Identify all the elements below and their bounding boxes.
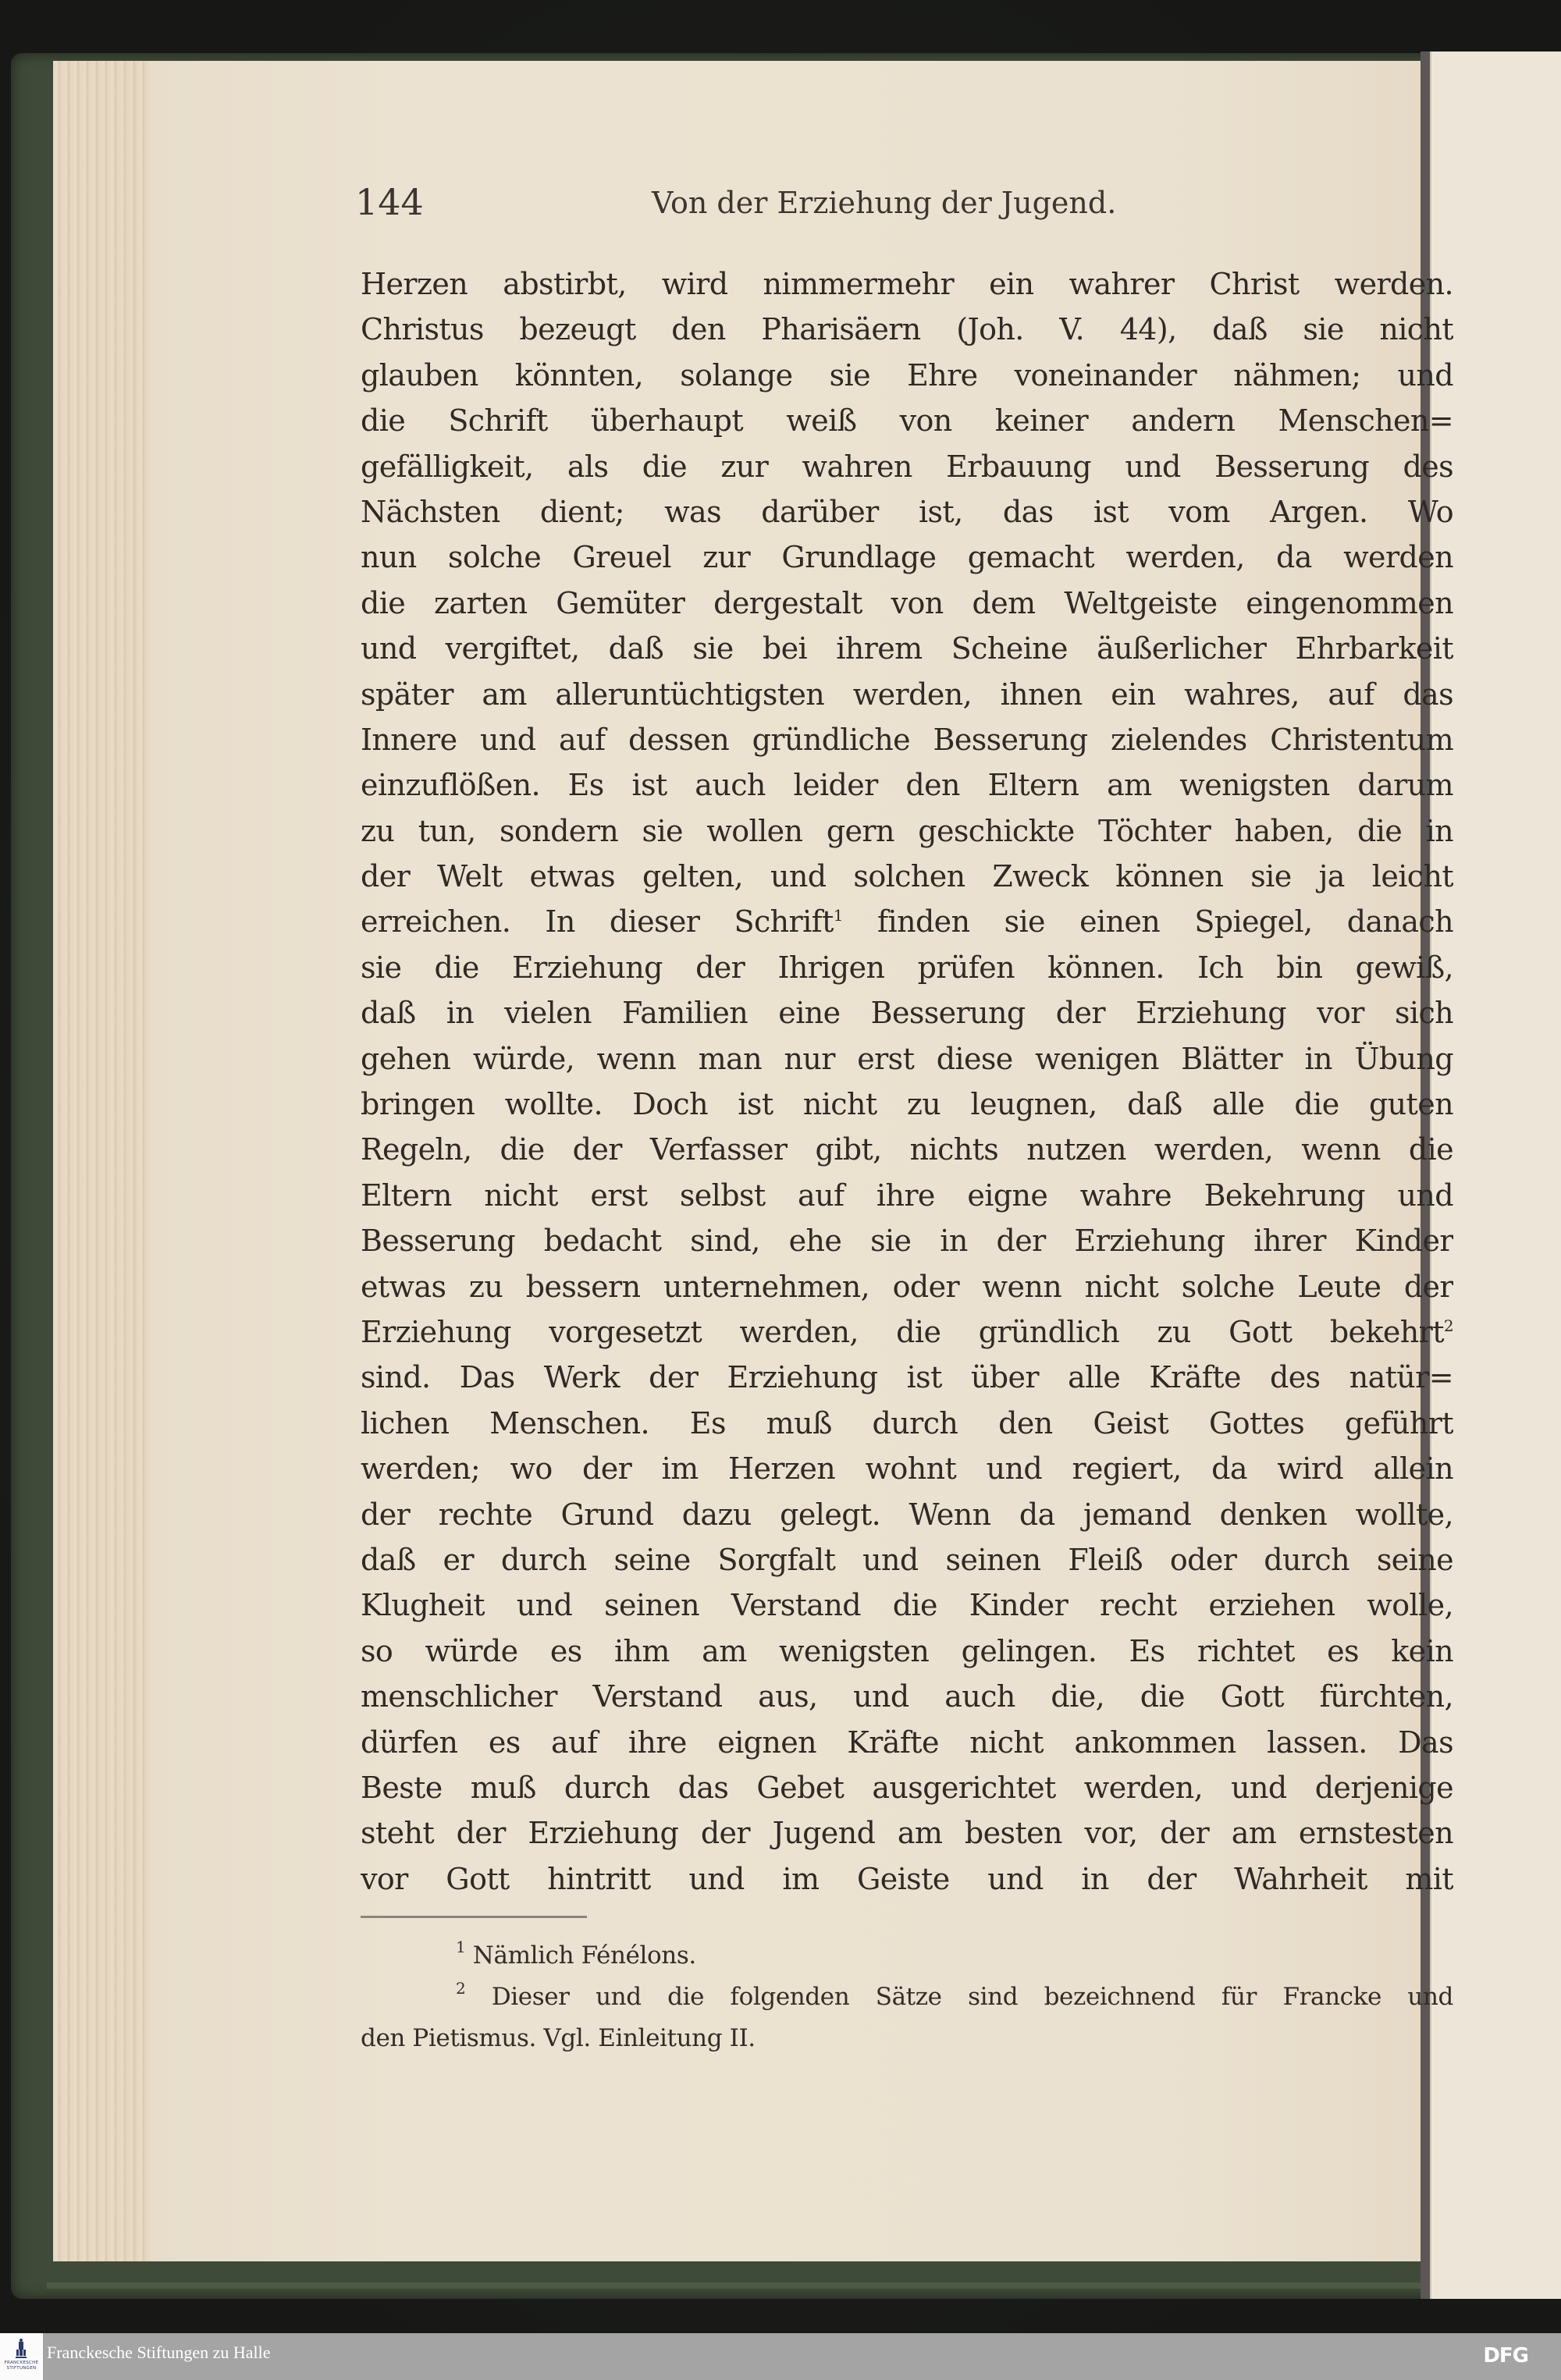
text-line: Innere und auf dessen gründliche Besserung zielendes Christentum bbox=[361, 722, 1453, 757]
text-line: glauben könnten, solange sie Ehre voneinander nähmen; und bbox=[361, 357, 1453, 393]
logo-label: FRANCKESCHE STIFTUNGEN bbox=[4, 2360, 39, 2371]
text-line: dürfen es auf ihre eignen Kräfte nicht ankommen lassen. Das bbox=[361, 1725, 1453, 1760]
text-line: daß in vielen Familien eine Besserung der Erziehung vor sich bbox=[361, 996, 1453, 1031]
footnote-2-continuation: den Pietismus. Vgl. Einleitung II. bbox=[361, 2024, 756, 2052]
page-edges-stack bbox=[53, 61, 151, 2261]
text-line: die Schrift überhaupt weiß von keiner andern Menschen= bbox=[361, 403, 1453, 439]
dfg-logo[interactable]: DFG bbox=[1483, 2344, 1528, 2368]
footnote-reference: 2 bbox=[1443, 1316, 1453, 1335]
text-line: werden; wo der im Herzen wohnt und regiert, da wird allein bbox=[361, 1451, 1453, 1487]
footnote-2 bbox=[361, 1977, 1453, 2018]
text-line: später am alleruntüchtigsten werden, ihnen ein wahres, auf das bbox=[361, 677, 1453, 712]
text-line: Erziehung vorgesetzt werden, die gründlich zu Gott bekehrt$^2$ bbox=[361, 1314, 1453, 1349]
text-line: Beste muß durch das Gebet ausgerichtet werden, und derjenige bbox=[361, 1770, 1453, 1805]
viewer-footer-bar bbox=[0, 2333, 1561, 2380]
footnote-reference: 1 bbox=[833, 906, 843, 925]
institution-logo[interactable] bbox=[0, 2333, 43, 2380]
page-number: 144 bbox=[355, 181, 424, 223]
institution-name[interactable]: Franckesche Stiftungen zu Halle bbox=[47, 2343, 271, 2362]
text-line: Klugheit und seinen Verstand die Kinder recht erziehen wolle, bbox=[361, 1588, 1453, 1623]
text-line: der rechte Grund dazu gelegt. Wenn da jemand denken wollte, bbox=[361, 1497, 1453, 1532]
text-line: Regeln, die der Verfasser gibt, nichts nutzen werden, wenn die bbox=[361, 1132, 1453, 1167]
text-line: nun solche Greuel zur Grundlage gemacht werden, da werden bbox=[361, 540, 1453, 575]
text-line: lichen Menschen. Es muß durch den Geist Gottes geführt bbox=[361, 1405, 1453, 1440]
text-line: vor Gott hintritt und im Geiste und in der Wahrheit mit bbox=[361, 1861, 1453, 1896]
footnote-1 bbox=[361, 1935, 1453, 1977]
text-line: daß er durch seine Sorgfalt und seinen Fleiß oder durch seine bbox=[361, 1542, 1453, 1577]
text-line: zu tun, sondern sie wollen gern geschickte Töchter haben, die in bbox=[361, 813, 1453, 848]
text-line: sie die Erziehung der Ihrigen prüfen können. Ich bin gewiß, bbox=[361, 950, 1453, 985]
text-line: Nächsten dient; was darüber ist, das ist vom Argen. Wo bbox=[361, 494, 1453, 529]
footnote-text: Dieser und die folgenden Sätze sind bezeichnend für Francke und bbox=[491, 1983, 1453, 2011]
text-line: so würde es ihm am wenigsten gelingen. Es richtet es kein bbox=[361, 1633, 1453, 1668]
footnote-marker: 1 bbox=[456, 1938, 466, 1956]
cover-edge-highlight bbox=[47, 2282, 1530, 2289]
text-line: steht der Erziehung der Jugend am besten vor, der am ernstesten bbox=[361, 1816, 1453, 1851]
statue-icon bbox=[15, 2338, 27, 2360]
page-header bbox=[355, 181, 1463, 236]
footnotes bbox=[361, 1935, 1453, 2059]
text-line: bringen wollte. Doch ist nicht zu leugnen, daß alle die guten bbox=[361, 1087, 1453, 1122]
text-line: etwas zu bessern unternehmen, oder wenn nicht solche Leute der bbox=[361, 1269, 1453, 1304]
text-line: Besserung bedacht sind, ehe sie in der Erziehung ihrer Kinder bbox=[361, 1224, 1453, 1259]
text-line: Eltern nicht erst selbst auf ihre eigne wahre Bekehrung und bbox=[361, 1178, 1453, 1213]
text-line: gefälligkeit, als die zur wahren Erbauung und Besserung des bbox=[361, 449, 1453, 484]
footnote-marker: 2 bbox=[456, 1979, 466, 1998]
body-text bbox=[361, 261, 1453, 1902]
text-line: Herzen abstirbt, wird nimmermehr ein wahrer Christ werden. bbox=[361, 267, 1453, 301]
text-line: der Welt etwas gelten, und solchen Zweck können sie ja leicht bbox=[361, 859, 1453, 894]
text-line: einzuflößen. Es ist auch leider den Eltern am wenigsten darum bbox=[361, 768, 1453, 803]
text-line: und vergiftet, daß sie bei ihrem Scheine äußerlicher Ehrbarkeit bbox=[361, 631, 1453, 666]
text-line: gehen würde, wenn man nur erst diese wenigen Blätter in Übung bbox=[361, 1041, 1453, 1076]
footnote-text: Nämlich Fénélons. bbox=[472, 1941, 696, 1970]
footnote-separator bbox=[361, 1916, 587, 1918]
text-line: die zarten Gemüter dergestalt von dem Weltgeiste eingenommen bbox=[361, 585, 1453, 620]
text-line: menschlicher Verstand aus, und auch die, die Gott fürchten, bbox=[361, 1679, 1453, 1714]
running-head: Von der Erziehung der Jugend. bbox=[652, 186, 1117, 220]
text-line: sind. Das Werk der Erziehung ist über alle Kräfte des natür= bbox=[361, 1360, 1453, 1395]
text-line: Christus bezeugt den Pharisäern (Joh. V. 44), daß sie nicht bbox=[361, 312, 1453, 347]
text-line: erreichen. In dieser Schrift$^1$ finden sie einen Spiegel, danach bbox=[361, 904, 1453, 940]
